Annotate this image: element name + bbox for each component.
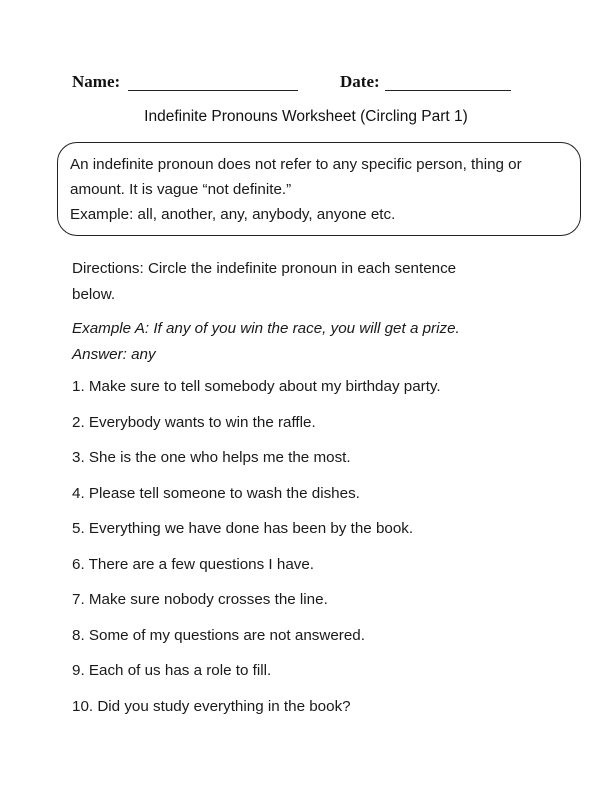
definition-box xyxy=(57,142,581,236)
sentence-item: 5. Everything we have done has been by the book. xyxy=(72,520,414,537)
name-label: Name: xyxy=(72,72,121,91)
worksheet-header xyxy=(72,72,532,94)
example-block xyxy=(72,316,460,368)
sentence-item: 4. Please tell someone to wash the dishes. xyxy=(72,484,360,502)
example-question: Example A: If any of you win the race, you will get a prize. xyxy=(72,320,460,337)
date-blank-line xyxy=(385,90,511,91)
name-blank-line xyxy=(128,90,298,91)
definition-line: amount. It is vague “not definite.” xyxy=(70,181,292,198)
date-label: Date: xyxy=(340,72,380,91)
sentence-item: 6. There are a few questions I have. xyxy=(72,555,315,573)
directions-line: below. xyxy=(72,286,116,303)
sentence-item: 1. Make sure to tell somebody about my birthday party. xyxy=(72,378,441,395)
directions-line: Directions: Circle the indefinite pronoun in each sentence xyxy=(72,260,457,277)
worksheet-title: Indefinite Pronouns Worksheet (Circling Part 1) xyxy=(144,108,468,125)
definition-line: An indefinite pronoun does not refer to any specific person, thing or xyxy=(70,156,522,173)
sentence-item: 3. She is the one who helps me the most. xyxy=(72,449,351,466)
sentence-item: 2. Everybody wants to win the raffle. xyxy=(72,413,316,431)
sentence-item: 9. Each of us has a role to fill. xyxy=(72,662,272,679)
example-answer: Answer: any xyxy=(72,346,156,363)
sentence-item: 10. Did you study everything in the book? xyxy=(72,697,351,715)
sentence-item: 8. Some of my questions are not answered. xyxy=(72,626,365,644)
definition-example-line: Example: all, another, any, anybody, anyone etc. xyxy=(70,206,396,223)
sentence-item: 7. Make sure nobody crosses the line. xyxy=(72,591,328,608)
directions xyxy=(72,256,512,308)
